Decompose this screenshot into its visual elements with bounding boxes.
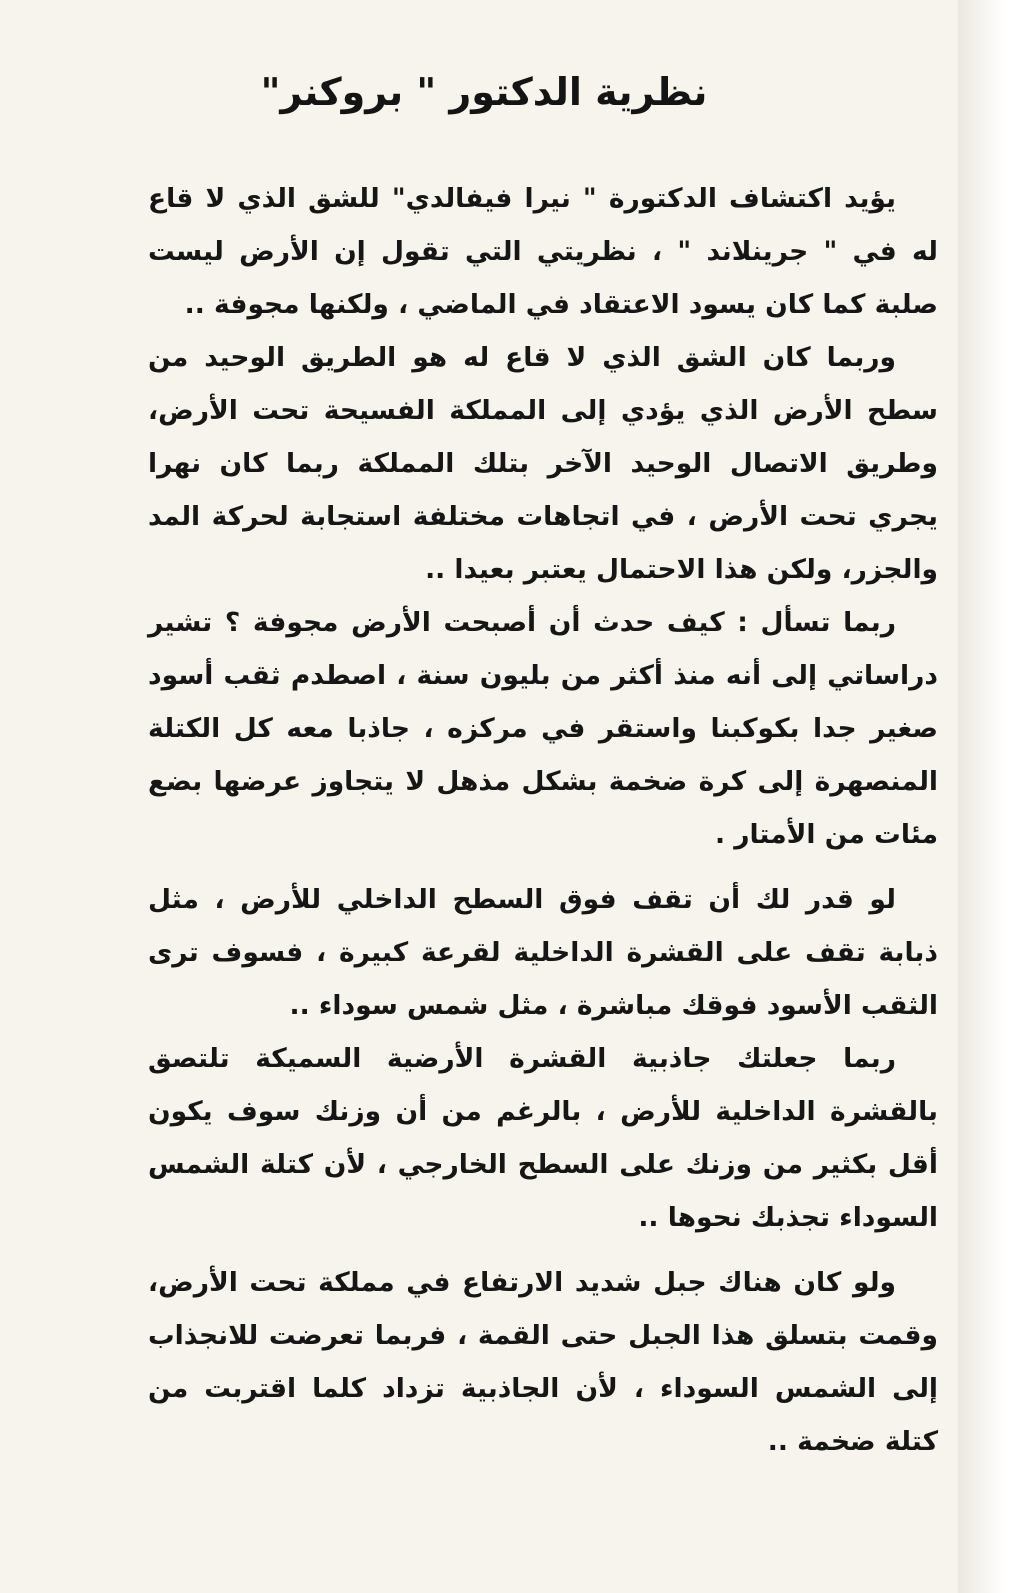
- paragraph-2: وربما كان الشق الذي لا قاع له هو الطريق الوحيد من سطح الأرض الذي يؤدي إلى المملكة الفسيحة تحت الأرض، وطريق الاتصال الوحيد الآخر بتلك المملكة ربما كان نهرا يجري تحت الأرض ، في اتجاهات مختلفة استجابة لحركة المد والجزر، ولكن هذا الاحتمال يعتبر بعيدا ..: [148, 342, 938, 585]
- paragraph-5: ربما جعلتك جاذبية القشرة الأرضية السميكة تلتصق بالقشرة الداخلية للأرض ، بالرغم من أن وزنك سوف يكون أقل بكثير من وزنك على السطح الخارجي ، لأن كتلة الشمس السوداء تجذبك نحوها ..: [148, 1043, 938, 1233]
- paragraph-3: ربما تسأل : كيف حدث أن أصبحت الأرض مجوفة ؟ تشير دراساتي إلى أنه منذ أكثر من بليون سنة ، اصطدم ثقب أسود صغير جدا بكوكبنا واستقر في مركزه ، جاذبا معه كل الكتلة المنصهرة إلى كرة ضخمة بشكل مذهل لا يتجاوز عرضها بضع مئات من الأمتار .: [148, 607, 938, 850]
- page-edge: [958, 0, 1036, 1593]
- page-title: نظرية الدكتور " بروكنر": [260, 70, 708, 114]
- paragraph-4: لو قدر لك أن تقف فوق السطح الداخلي للأرض ، مثل ذبابة تقف على القشرة الداخلية لقرعة كبيرة ، فسوف ترى الثقب الأسود فوقك مباشرة ، مثل شمس سوداء ..: [148, 884, 938, 1021]
- paragraph-6: ولو كان هناك جبل شديد الارتفاع في مملكة تحت الأرض، وقمت بتسلق هذا الجبل حتى القمة ، فربما تعرضت للانجذاب إلى الشمس السوداء ، لأن الجاذبية تزداد كلما اقتربت من كتلة ضخمة ..: [148, 1267, 938, 1457]
- page-body: [148, 172, 938, 1468]
- paragraph-1: يؤيد اكتشاف الدكتورة " نيرا فيفالدي" للشق الذي لا قاع له في " جرينلاند " ، نظريتي التي تقول إن الأرض ليست صلبة كما كان يسود الاعتقاد في الماضي ، ولكنها مجوفة ..: [148, 183, 938, 320]
